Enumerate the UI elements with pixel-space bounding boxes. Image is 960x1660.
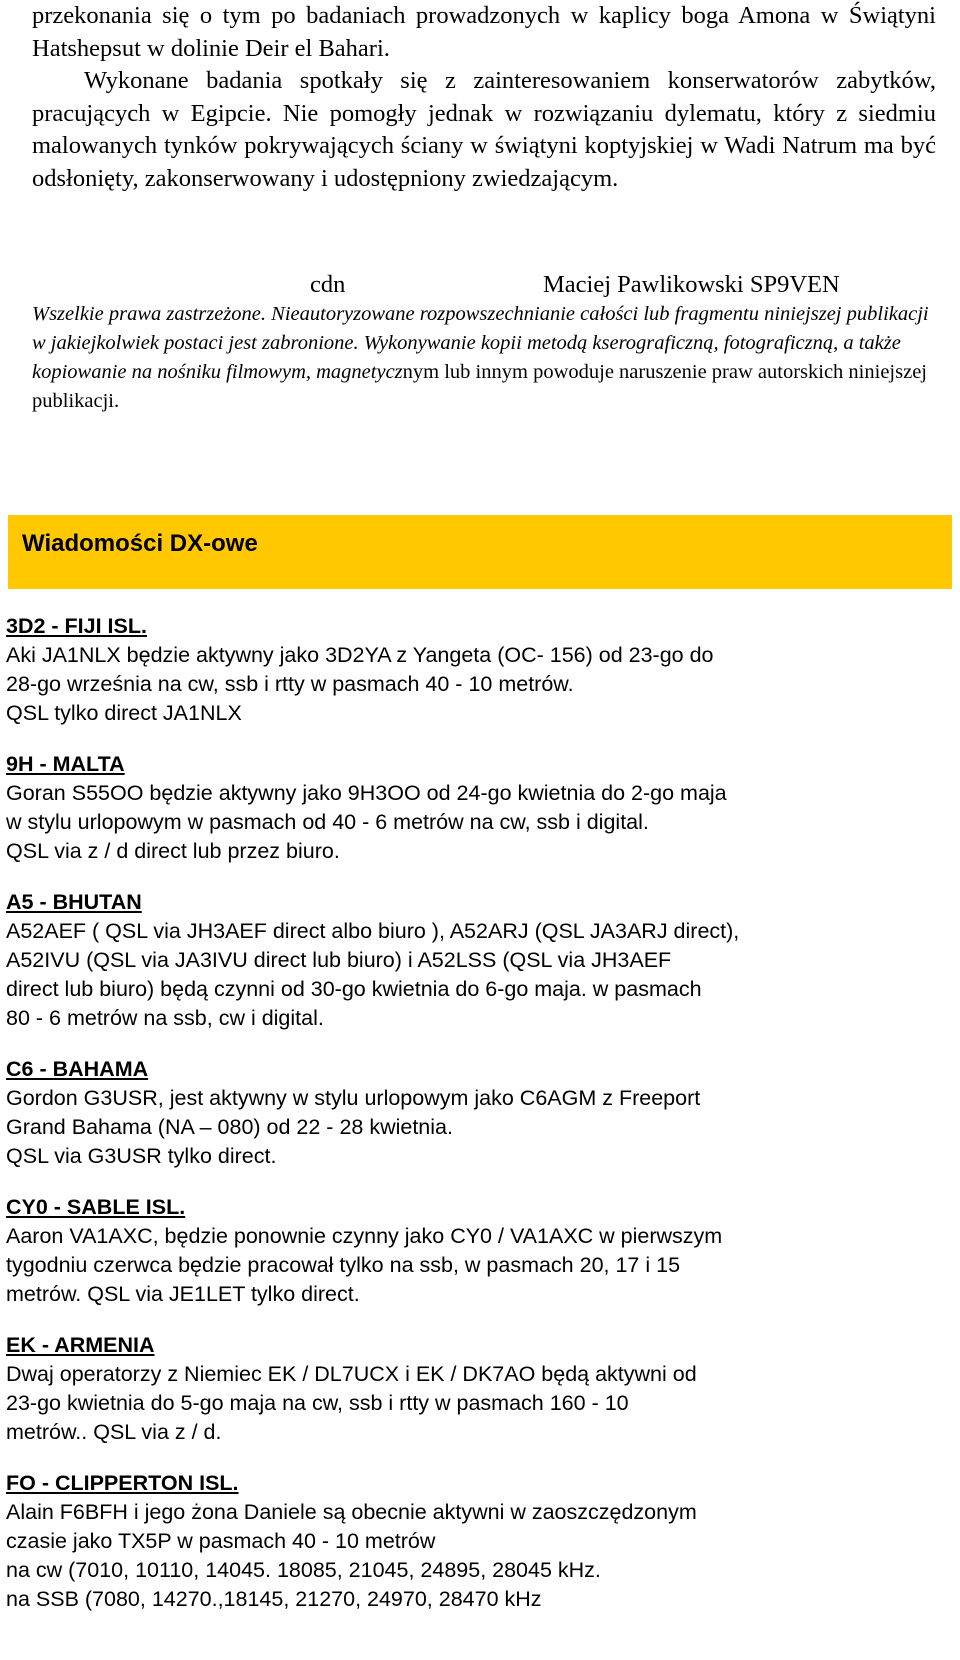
dx-entry-line: Aaron VA1AXC, będzie ponownie czynny jako CY0 / VA1AXC w pierwszym	[6, 1224, 723, 1248]
dx-entry-heading: C6 - BAHAMA	[6, 1057, 149, 1081]
dx-entry-heading: FO - CLIPPERTON ISL.	[6, 1471, 239, 1495]
dx-entry-heading: A5 - BHUTAN	[6, 890, 142, 914]
dx-entry-line: Grand Bahama (NA – 080) od 22 - 28 kwietnia.	[6, 1115, 453, 1139]
dx-entry-line: Gordon G3USR, jest aktywny w stylu urlopowym jako C6AGM z Freeport	[6, 1086, 701, 1110]
dx-entry-line: direct lub biuro) będą czynni od 30-go kwietnia do 6-go maja. w pasmach	[6, 977, 702, 1001]
section-title: Wiadomości DX-owe	[22, 530, 258, 557]
dx-entry-line: na SSB (7080, 14270.,18145, 21270, 24970, 28470 kHz	[6, 1587, 542, 1611]
dx-entry	[6, 1331, 940, 1447]
copyright-notice	[32, 300, 932, 416]
dx-entry-line: Goran S55OO będzie aktywny jako 9H3OO od 24-go kwietnia do 2-go maja	[6, 781, 727, 805]
dx-entry	[6, 888, 940, 1033]
dx-entry-line: 28-go września na cw, ssb i rtty w pasmach 40 - 10 metrów.	[6, 672, 574, 696]
dx-entry-heading: CY0 - SABLE ISL.	[6, 1195, 186, 1219]
dx-entry-line: QSL via G3USR tylko direct.	[6, 1144, 277, 1168]
copyright-italic: Wszelkie prawa zastrzeżone. Nieautoryzowane rozpowszechnianie całości lub fragmentu niniejszej publikacji w jakiejkolwiek postaci jest zabronione. Wykonywanie kopii metodą kserograficzną, fotograficzną, a także kopiowanie na nośniku filmowym, magnetycz	[32, 303, 929, 383]
credit-label: cdn	[310, 271, 346, 298]
dx-entry-line: Dwaj operatorzy z Niemiec EK / DL7UCX i EK / DK7AO będą aktywni od	[6, 1362, 697, 1386]
intro-text	[32, 0, 936, 195]
dx-entry-line: metrów.. QSL via z / d.	[6, 1420, 222, 1444]
dx-entry-line: Alain F6BFH i jego żona Daniele są obecnie aktywni w zaoszczędzonym	[6, 1500, 697, 1524]
dx-news-list	[6, 612, 940, 1636]
dx-entry	[6, 612, 940, 728]
dx-entry-heading: 9H - MALTA	[6, 752, 125, 776]
dx-entry	[6, 1055, 940, 1171]
intro-paragraph: przekonania się o tym po badaniach prowadzonych w kaplicy boga Amona w Świątyni Hatshepsut w dolinie Deir el Bahari.	[32, 2, 936, 62]
dx-entry-line: na cw (7010, 10110, 14045. 18085, 21045, 24895, 28045 kHz.	[6, 1558, 601, 1582]
dx-entry-heading: EK - ARMENIA	[6, 1333, 155, 1357]
section-banner	[8, 515, 952, 589]
dx-entry-line: QSL via z / d direct lub przez biuro.	[6, 839, 340, 863]
dx-entry-line: A52IVU (QSL via JA3IVU direct lub biuro) i A52LSS (QSL via JH3AEF	[6, 948, 672, 972]
credit-author: Maciej Pawlikowski SP9VEN	[543, 271, 840, 298]
dx-entry-line: tygodniu czerwca będzie pracował tylko na ssb, w pasmach 20, 17 i 15	[6, 1253, 681, 1277]
dx-entry-line: A52AEF ( QSL via JH3AEF direct albo biuro ), A52ARJ (QSL JA3ARJ direct),	[6, 919, 740, 943]
dx-entry-line: Aki JA1NLX będzie aktywny jako 3D2YA z Yangeta (OC- 156) od 23-go do	[6, 643, 714, 667]
dx-entry-line: metrów. QSL via JE1LET tylko direct.	[6, 1282, 360, 1306]
dx-entry-line: 80 - 6 metrów na ssb, cw i digital.	[6, 1006, 324, 1030]
dx-entry-line: 23-go kwietnia do 5-go maja na cw, ssb i rtty w pasmach 160 - 10	[6, 1391, 629, 1415]
dx-entry	[6, 750, 940, 866]
dx-entry-line: QSL tylko direct JA1NLX	[6, 701, 242, 725]
intro-paragraph: Wykonane badania spotkały się z zainteresowaniem konserwatorów zabytków, pracujących w Egipcie. Nie pomogły jednak w rozwiązaniu dylematu, który z siedmiu malowanych tynków pokrywających ściany w świątyni koptyjskiej w Wadi Natrum ma być odsłonięty, zakonserwowany i udostępniony zwiedzającym.	[32, 67, 936, 192]
dx-entry	[6, 1469, 940, 1614]
copyright-normal: nym lub innym powoduje naruszenie praw autorskich niniejszej publikacji.	[32, 361, 927, 412]
dx-entry-heading: 3D2 - FIJI ISL.	[6, 614, 147, 638]
dx-entry	[6, 1193, 940, 1309]
dx-entry-line: czasie jako TX5P w pasmach 40 - 10 metrów	[6, 1529, 436, 1553]
dx-entry-line: w stylu urlopowym w pasmach od 40 - 6 metrów na cw, ssb i digital.	[6, 810, 649, 834]
